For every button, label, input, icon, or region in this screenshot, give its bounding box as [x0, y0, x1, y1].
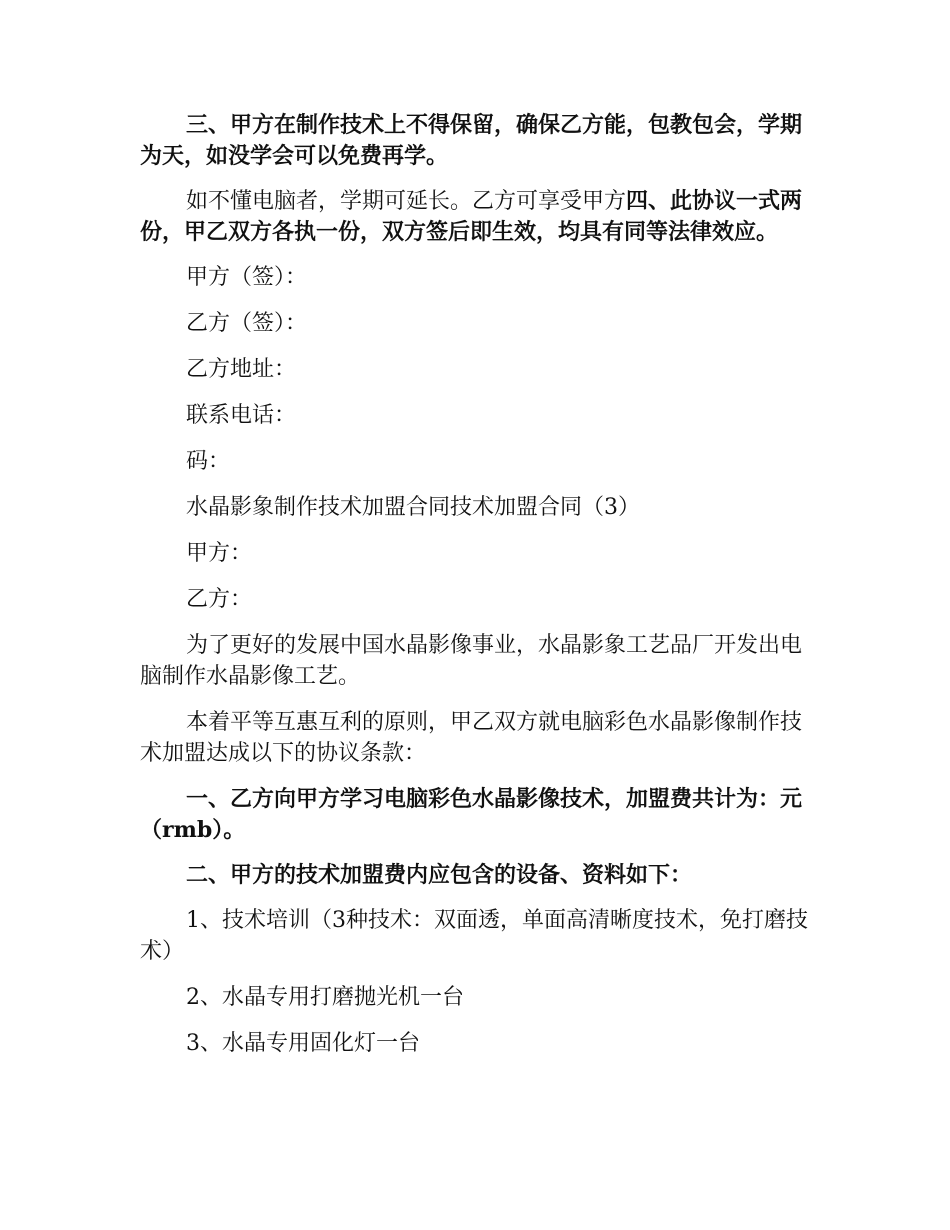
contract-title: 水晶影象制作技术加盟合同技术加盟合同（3） — [186, 495, 640, 520]
clause-3-paragraph: 三、甲方在制作技术上不得保留，确保乙方能，包教包会，学期为天，如没学会可以免费再学。 — [140, 112, 803, 169]
extension-text: 如不懂电脑者，学期可延长。乙方可享受甲方 — [186, 189, 627, 214]
clause-4-text: 四、此协议一式两份，甲乙双方各执一份，双方签后即生效，均具有同等法律效应。 — [140, 188, 803, 245]
phone-line: 联系电话： — [186, 403, 297, 428]
code-line: 码： — [186, 449, 231, 474]
principle-paragraph: 本着平等互惠互利的原则，甲乙双方就电脑彩色水晶影像制作技术加盟达成以下的协议条款： — [140, 710, 803, 766]
extension-paragraph — [140, 186, 810, 248]
item-2-line: 2、水晶专用打磨抛光机一台 — [186, 985, 464, 1010]
party-b-line: 乙方： — [186, 587, 253, 612]
clause-2-paragraph: 二、甲方的技术加盟费内应包含的设备、资料如下： — [186, 862, 693, 888]
party-b-signature-line: 乙方（签）： — [186, 311, 308, 336]
party-a-signature-line: 甲方（签）： — [186, 265, 308, 290]
intro-paragraph: 为了更好的发展中国水晶影像事业，水晶影象工艺品厂开发出电脑制作水晶影像工艺。 — [140, 633, 803, 689]
clause-1-paragraph: 一、乙方向甲方学习电脑彩色水晶影像技术，加盟费共计为：元（rmb）。 — [140, 786, 803, 843]
party-a-line: 甲方： — [186, 541, 253, 566]
item-3-line: 3、水晶专用固化灯一台 — [186, 1031, 420, 1056]
item-1-paragraph: 1、技术培训（3种技术：双面透，单面高清晰度技术，免打磨技术） — [140, 908, 808, 964]
party-b-address-line: 乙方地址： — [186, 357, 297, 382]
document-page — [140, 110, 810, 1074]
